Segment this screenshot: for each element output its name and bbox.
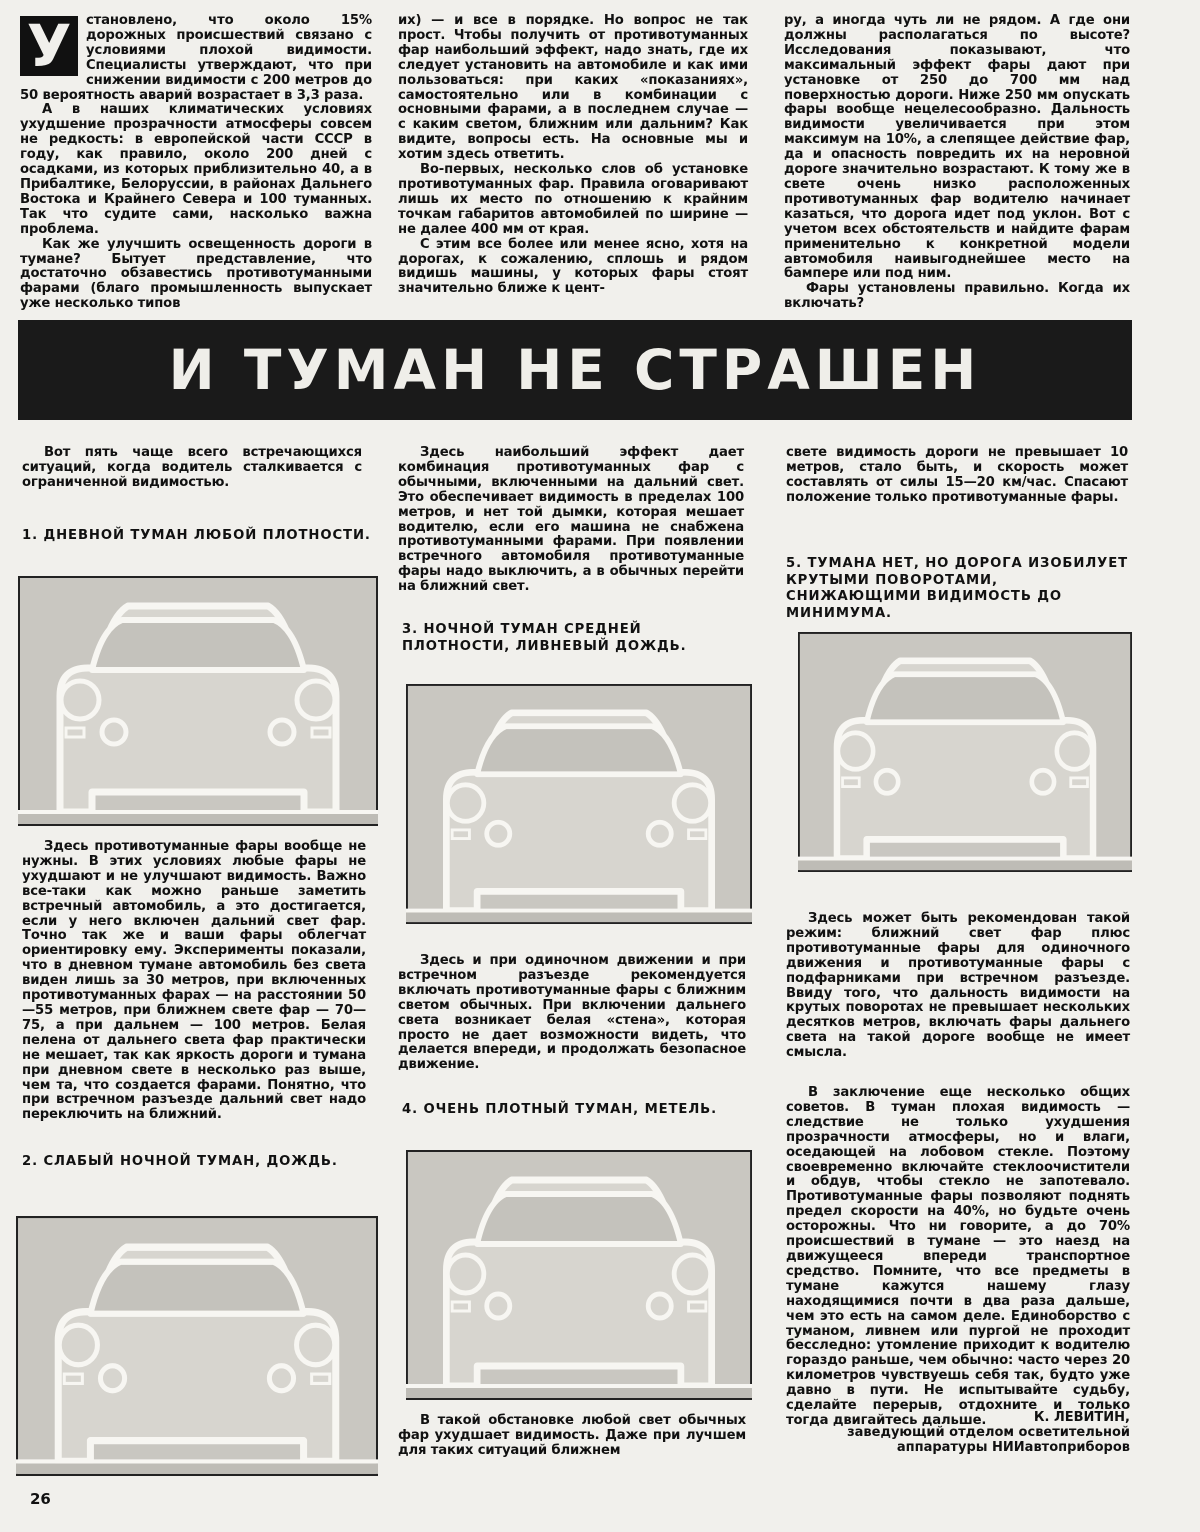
car-illustration-3: [406, 684, 752, 924]
section-5-text: [786, 912, 1130, 1061]
author-title-line-1: заведующий отделом осветительной: [847, 1425, 1130, 1440]
section-4-text: [398, 1414, 746, 1459]
title-banner: [18, 320, 1132, 420]
section-4-heading: 4. ОЧЕНЬ ПЛОТНЫЙ ТУМАН, МЕТЕЛЬ.: [402, 1102, 718, 1117]
section-3-heading: 3. НОЧНОЙ ТУМАН СРЕДНЕЙ ПЛОТНОСТИ, ЛИВНЕВЫЙ ДОЖДЬ.: [402, 622, 687, 654]
car-illustration-4: [406, 1150, 752, 1400]
section-4-continued-paragraph: свете видимость дороги не превышает 10 метров, стало быть, и скорость может составлять от силы 15—20 км/час. Спасают положение только противотуманные фары.: [786, 445, 1128, 505]
section-2-heading: 2. СЛАБЫЙ НОЧНОЙ ТУМАН, ДОЖДЬ.: [22, 1154, 338, 1169]
conclusion-text: [786, 1086, 1130, 1429]
top-paragraph: становлено, что около 15% дорожных происшествий связано с условиями плохой видимости. Специалисты утверждают, что при снижении видимости с 200 метров до 50 вероятность аварий возрастает в 3,3 раза.: [20, 13, 372, 103]
section-4-continued: [786, 446, 1128, 506]
intro-text: [22, 446, 362, 491]
section-3-text: [398, 954, 746, 1073]
section-2-paragraph: Здесь наибольший эффект дает комбинация противотуманных фар с обычными, включенными на дальний свет. Это обеспечивает видимость в пределах 100 метров, и нет той дымки, которая мешает водителю, если его машина не снабжена противотуманными фарами. При появлении встречного автомобиля противотуманные фары надо выключить, а в обычных перейти на ближний свет.: [398, 445, 744, 595]
section-3-paragraph: Здесь и при одиночном движении и при встречном разъезде рекомендуется включать противотуманные фары с ближним светом обычных. При включении дальнего света возникает белая «стена», которая просто не дает возможности видеть, что делается впереди, и продолжать безопасное движение.: [398, 953, 746, 1073]
top-column-1: [20, 14, 372, 312]
top-paragraph: Как же улучшить освещенность дороги в тумане? Бытует представление, что достаточно обзавестись противотуманными фарами (благо промышленность выпускает уже несколько типов: [20, 236, 372, 312]
author-signature: [786, 1410, 1130, 1455]
top-column-3: [784, 14, 1130, 312]
section-5-heading: 5. ТУМАНА НЕТ, НО ДОРОГА ИЗОБИЛУЕТ КРУТЫМИ ПОВОРОТАМИ, СНИЖАЮЩИМИ ВИДИМОСТЬ ДО МИНИМУМА.: [786, 556, 1129, 621]
section-1-heading: 1. ДНЕВНОЙ ТУМАН ЛЮБОЙ ПЛОТНОСТИ.: [22, 528, 371, 543]
top-paragraph: Во-первых, несколько слов об установке противотуманных фар. Правила оговаривают лишь их место по отношению к крайним точкам габаритов автомобилей по ширине — не далее 400 мм от края.: [398, 162, 748, 237]
top-paragraph: ру, а иногда чуть ли не рядом. А где они должны располагаться по высоте? Исследования показывают, что максимальный эффект фары дают при установке от 250 до 700 мм над поверхностью дороги. Ниже 250 мм опускать фары вообще нецелесообразно. Дальность видимости увеличивается при этом максимум на 10%, а слепящее действие фар, да и опасность повредить их на неровной дороге значительно возрастают. К тому же в свете очень низко расположенных противотуманных фар водителю начинает казаться, что дорога идет под уклон. Вот с учетом всех обстоятельств и найдите фарам применительно к конкретной модели автомобиля наивыгоднейшее место на бампере или под ним.: [784, 13, 1130, 282]
conclusion-paragraph: В заключение еще несколько общих советов. В туман плохая видимость — следствие не только ухудшения прозрачности атмосферы, но и влаги, оседающей на лобовом стекле. Поэтому своевременно включайте стеклоочистители и обдув, чтобы стекло не запотевало. Противотуманные фары позволяют поднять предел скорости на 40%, но будьте очень осторожны. Что ни говорите, а до 70% происшествий в тумане — это наезд на движущееся впереди транспортное средство. Помните, что все предметы в тумане кажутся нашему глазу находящимися почти в два раза дальше, чем это есть на самом деле. Единоборство с туманом, ливнем или пургой не проходит бесследно: утомление приходит к водителю гораздо раньше, чем обычно: часто через 20 километров чувствуешь себя так, будто уже давно в пути. Не испытывайте судьбу, сделайте перерыв, отдохните и только тогда двигайтесь дальше.: [786, 1085, 1130, 1428]
section-1-paragraph: Здесь противотуманные фары вообще не нужны. В этих условиях любые фары не ухудшают и не улучшают видимость. Важно все-таки как можно раньше заметить встречный автомобиль, а это достигается, если у него включен дальний свет фар. Точно так же и ваши фары облегчат ориентировку ему. Эксперименты показали, что в дневном тумане автомобиль без света виден лишь за 30 метров, при включенных противотуманных фарах — на расстоянии 50—55 метров, при ближнем свете фар — 70—75, а при дальнем — 100 метров. Белая пелена от дальнего света фар практически не мешает, так как яркость дороги и тумана при дневном свете в несколько раз выше, чем та, что создается фарами. Понятно, что при встречном разъезде дальний свет надо переключить на ближний.: [22, 839, 366, 1123]
drop-cap: У: [20, 16, 78, 76]
top-paragraph: С этим все более или менее ясно, хотя на дорогах, к сожалению, сплошь и рядом видишь машины, у которых фары стоят значительно ближе к цент-: [398, 236, 748, 297]
car-illustration-5: [798, 632, 1132, 872]
intro-paragraph: Вот пять чаще всего встречающихся ситуаций, когда водитель сталкивается с ограниченной видимостью.: [22, 445, 362, 490]
author-title-line-2: аппаратуры НИИавтоприборов: [896, 1440, 1130, 1455]
top-paragraph: их) — и все в порядке. Но вопрос не так прост. Чтобы получить от противотуманных фар наибольший эффект, надо знать, где их следует установить на автомобиле и как ими пользоваться: при каких «показаниях», самостоятельно или в комбинации с основными фарами, а в последнем случае — с каким светом, ближним или дальним? Как видите, вопросы есть. На основные мы и хотим здесь ответить.: [398, 13, 748, 163]
car-illustration-2: [16, 1216, 378, 1476]
section-2-text: [398, 446, 744, 595]
page-number: 26: [30, 1490, 51, 1508]
section-4-paragraph: В такой обстановке любой свет обычных фар ухудшает видимость. Даже при лучшем для таких ситуаций ближнем: [398, 1413, 746, 1458]
author-name: К. ЛЕВИТИН,: [1033, 1410, 1130, 1425]
top-paragraph: Фары установлены правильно. Когда их включать?: [784, 281, 1130, 312]
car-illustration-1: [18, 576, 378, 826]
top-column-2: [398, 14, 748, 297]
section-5-paragraph: Здесь может быть рекомендован такой режим: ближний свет фар плюс противотуманные фары для одиночного движения и противотуманные фары с подфарниками при встречном разъезде. Ввиду того, что дальность видимости на крутых поворотах не превышает нескольких десятков метров, включать фары дальнего света на такой дороге вообще не имеет смысла.: [786, 911, 1130, 1061]
top-paragraph: А в наших климатических условиях ухудшение прозрачности атмосферы совсем не редкость: в европейской части СССР в году, как правило, около 200 дней с осадками, из которых приблизительно 40, а в Прибалтике, Белоруссии, в районах Дальнего Востока и Крайнего Севера и 100 туманных. Так что судите сами, насколько важна проблема.: [20, 102, 372, 237]
article-title: И ТУМАН НЕ СТРАШЕН: [168, 338, 982, 402]
section-1-text: [22, 840, 366, 1123]
